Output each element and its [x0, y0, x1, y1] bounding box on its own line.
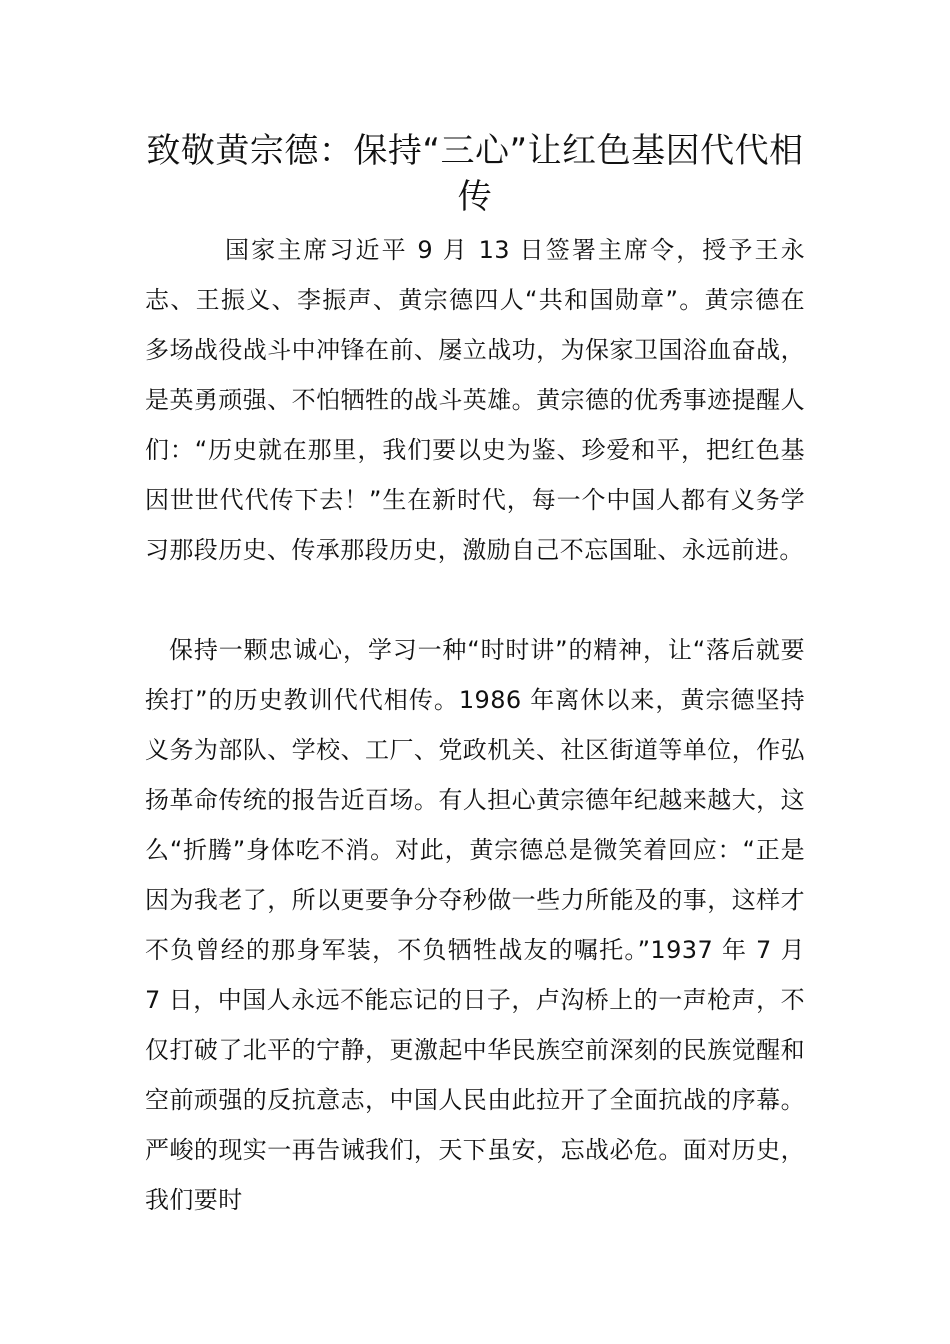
document-title: 致敬黄宗德：保持“三心”让红色基因代代相传	[146, 131, 804, 217]
paragraph-1: 国家主席习近平 9 月 13 日签署主席令，授予王永志、王振义、李振声、黄宗德四人“共和国勋章”。黄宗德在多场战役战斗中冲锋在前、屡立战功，为保家卫国浴血奋战，是英勇顽强、不怕牺牲的战斗英雄。黄宗德的优秀事迹提醒人们：“历史就在那里，我们要以史为鉴、珍爱和平，把红色基因世世代代传下去！”生在新时代，每一个中国人都有义务学习那段历史、传承那段历史，激励自己不忘国耻、永远前进。	[145, 236, 805, 564]
paragraph-2: 保持一颗忠诚心，学习一种“时时讲”的精神，让“落后就要挨打”的历史教训代代相传。1986 年离休以来，黄宗德坚持义务为部队、学校、工厂、党政机关、社区街道等单位，作弘扬革命传统的报告近百场。有人担心黄宗德年纪越来越大，这么“折腾”身体吃不消。对此，黄宗德总是微笑着回应：“正是因为我老了，所以更要争分夺秒做一些力所能及的事，这样才不负曾经的那身军装，不负牺牲战友的嘱托。”1937 年 7 月 7 日，中国人永远不能忘记的日子，卢沟桥上的一声枪声，不仅打破了北平的宁静，更激起中华民族空前深刻的民族觉醒和空前顽强的反抗意志，中国人民由此拉开了全面抗战的序幕。严峻的现实一再告诫我们，天下虽安，忘战必危。面对历史，我们要时	[145, 636, 805, 1214]
